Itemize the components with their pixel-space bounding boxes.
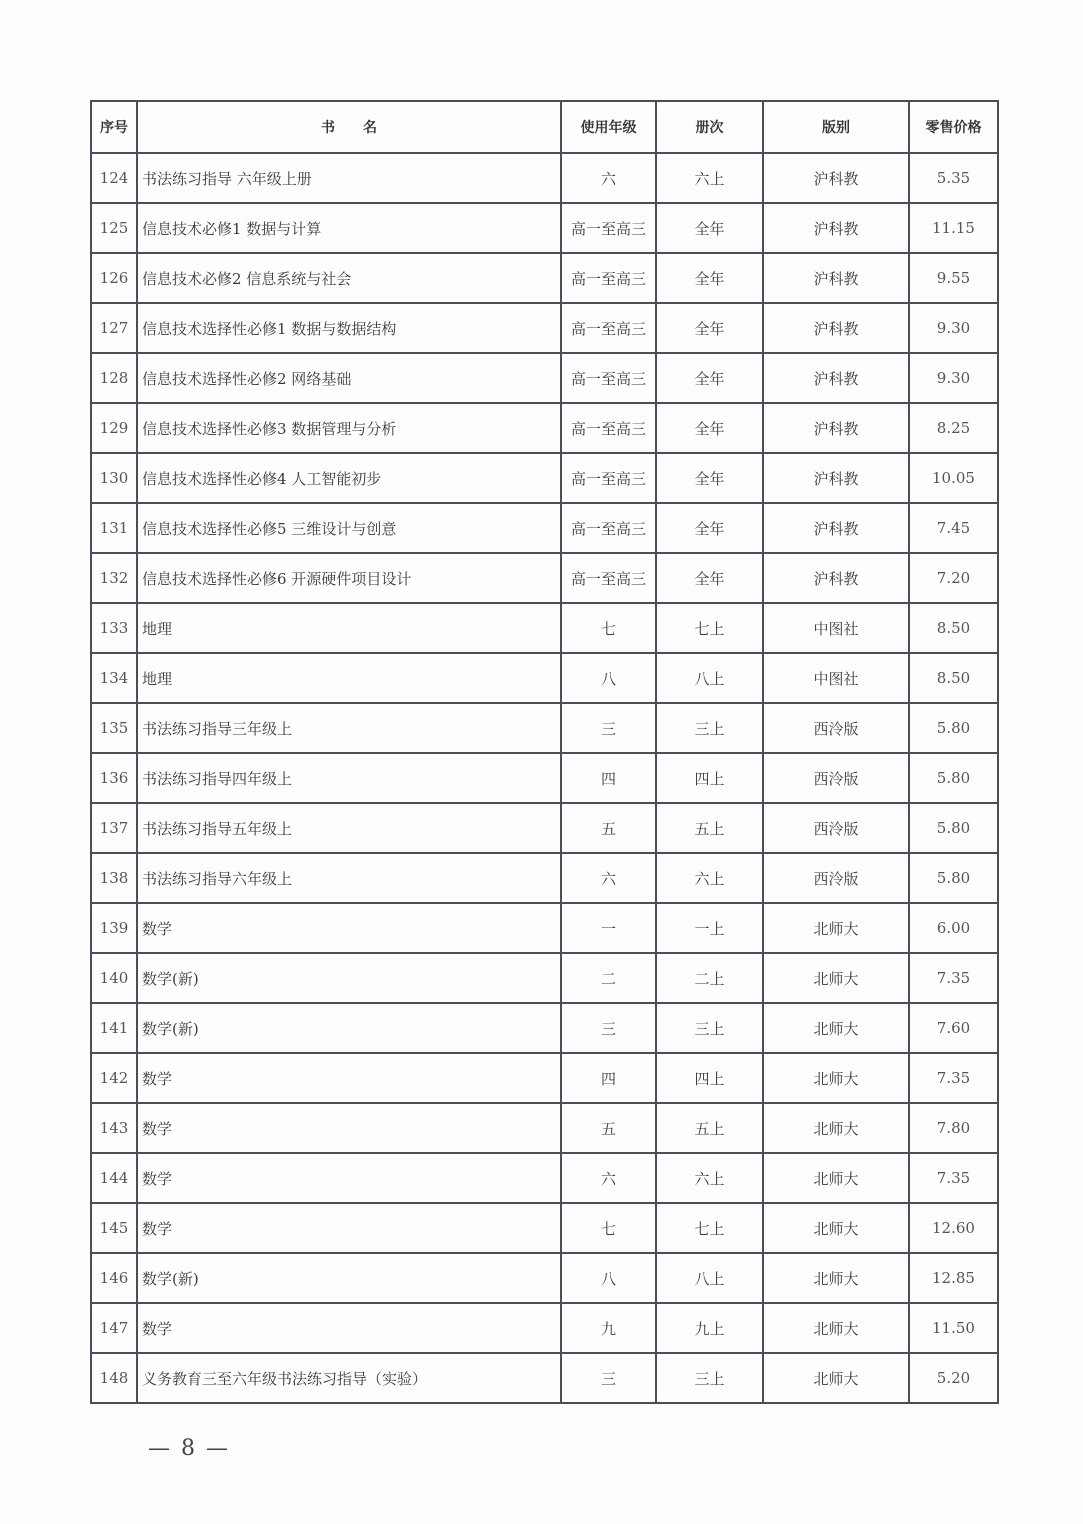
cell-name: 数学 — [137, 1103, 561, 1153]
cell-name: 信息技术选择性必修3 数据管理与分析 — [137, 403, 561, 453]
cell-price: 5.80 — [909, 853, 998, 903]
cell-price: 12.85 — [909, 1253, 998, 1303]
cell-volume: 六上 — [656, 853, 763, 903]
header-name: 书 名 — [137, 101, 561, 153]
textbook-price-table — [90, 100, 999, 1404]
cell-edition: 北师大 — [763, 953, 909, 1003]
cell-no: 143 — [91, 1103, 137, 1153]
cell-grade: 四 — [561, 753, 656, 803]
cell-volume: 全年 — [656, 503, 763, 553]
cell-edition: 北师大 — [763, 1203, 909, 1253]
cell-no: 145 — [91, 1203, 137, 1253]
cell-grade: 六 — [561, 1153, 656, 1203]
cell-volume: 全年 — [656, 453, 763, 503]
cell-no: 135 — [91, 703, 137, 753]
cell-no: 136 — [91, 753, 137, 803]
cell-price: 8.50 — [909, 603, 998, 653]
cell-grade: 高一至高三 — [561, 353, 656, 403]
cell-name: 数学 — [137, 1053, 561, 1103]
table-row — [91, 503, 998, 553]
cell-grade: 高一至高三 — [561, 553, 656, 603]
cell-volume: 二上 — [656, 953, 763, 1003]
cell-grade: 一 — [561, 903, 656, 953]
cell-no: 139 — [91, 903, 137, 953]
cell-grade: 三 — [561, 1353, 656, 1403]
cell-grade: 高一至高三 — [561, 503, 656, 553]
cell-grade: 七 — [561, 1203, 656, 1253]
table-row — [91, 903, 998, 953]
cell-edition: 北师大 — [763, 1053, 909, 1103]
cell-volume: 八上 — [656, 653, 763, 703]
page-number: — 8 — — [148, 1436, 230, 1461]
cell-name: 信息技术必修2 信息系统与社会 — [137, 253, 561, 303]
cell-name: 信息技术选择性必修1 数据与数据结构 — [137, 303, 561, 353]
cell-grade: 三 — [561, 703, 656, 753]
cell-edition: 沪科教 — [763, 553, 909, 603]
cell-grade: 六 — [561, 153, 656, 203]
cell-grade: 高一至高三 — [561, 253, 656, 303]
table-row — [91, 953, 998, 1003]
cell-price: 7.35 — [909, 953, 998, 1003]
table-row — [91, 453, 998, 503]
cell-name: 书法练习指导三年级上 — [137, 703, 561, 753]
cell-no: 138 — [91, 853, 137, 903]
cell-name: 地理 — [137, 603, 561, 653]
table-row — [91, 553, 998, 603]
cell-edition: 北师大 — [763, 1103, 909, 1153]
cell-price: 5.80 — [909, 753, 998, 803]
cell-volume: 全年 — [656, 203, 763, 253]
cell-name: 书法练习指导 六年级上册 — [137, 153, 561, 203]
cell-grade: 二 — [561, 953, 656, 1003]
cell-no: 133 — [91, 603, 137, 653]
cell-no: 127 — [91, 303, 137, 353]
cell-no: 128 — [91, 353, 137, 403]
cell-volume: 四上 — [656, 753, 763, 803]
cell-price: 10.05 — [909, 453, 998, 503]
cell-volume: 九上 — [656, 1303, 763, 1353]
cell-price: 11.50 — [909, 1303, 998, 1353]
cell-edition: 沪科教 — [763, 203, 909, 253]
cell-no: 148 — [91, 1353, 137, 1403]
cell-no: 146 — [91, 1253, 137, 1303]
cell-no: 126 — [91, 253, 137, 303]
cell-volume: 全年 — [656, 553, 763, 603]
cell-volume: 三上 — [656, 703, 763, 753]
cell-price: 6.00 — [909, 903, 998, 953]
cell-edition: 北师大 — [763, 1253, 909, 1303]
cell-grade: 六 — [561, 853, 656, 903]
cell-edition: 西泠版 — [763, 803, 909, 853]
cell-volume: 全年 — [656, 253, 763, 303]
cell-price: 5.20 — [909, 1353, 998, 1403]
cell-name: 数学 — [137, 1303, 561, 1353]
cell-no: 142 — [91, 1053, 137, 1103]
table-row — [91, 703, 998, 753]
cell-grade: 五 — [561, 1103, 656, 1153]
cell-edition: 北师大 — [763, 903, 909, 953]
cell-name: 信息技术选择性必修4 人工智能初步 — [137, 453, 561, 503]
cell-no: 134 — [91, 653, 137, 703]
cell-no: 140 — [91, 953, 137, 1003]
cell-volume: 六上 — [656, 1153, 763, 1203]
table-row — [91, 403, 998, 453]
header-no: 序号 — [91, 101, 137, 153]
cell-volume: 八上 — [656, 1253, 763, 1303]
cell-edition: 沪科教 — [763, 353, 909, 403]
cell-name: 数学(新) — [137, 1003, 561, 1053]
table-row — [91, 203, 998, 253]
cell-price: 7.35 — [909, 1053, 998, 1103]
cell-grade: 高一至高三 — [561, 403, 656, 453]
cell-edition: 沪科教 — [763, 303, 909, 353]
table-row — [91, 1003, 998, 1053]
cell-name: 信息技术选择性必修2 网络基础 — [137, 353, 561, 403]
cell-name: 数学(新) — [137, 953, 561, 1003]
cell-name: 数学 — [137, 1153, 561, 1203]
table-row — [91, 153, 998, 203]
cell-edition: 沪科教 — [763, 453, 909, 503]
table-row — [91, 1203, 998, 1253]
cell-no: 124 — [91, 153, 137, 203]
cell-volume: 七上 — [656, 1203, 763, 1253]
table-header-row — [91, 101, 998, 153]
cell-name: 数学(新) — [137, 1253, 561, 1303]
cell-volume: 五上 — [656, 803, 763, 853]
cell-volume: 一上 — [656, 903, 763, 953]
header-grade: 使用年级 — [561, 101, 656, 153]
cell-name: 数学 — [137, 903, 561, 953]
cell-volume: 三上 — [656, 1003, 763, 1053]
cell-no: 137 — [91, 803, 137, 853]
table-row — [91, 1153, 998, 1203]
cell-grade: 高一至高三 — [561, 453, 656, 503]
cell-no: 131 — [91, 503, 137, 553]
cell-no: 129 — [91, 403, 137, 453]
cell-price: 8.50 — [909, 653, 998, 703]
cell-price: 7.35 — [909, 1153, 998, 1203]
cell-price: 7.20 — [909, 553, 998, 603]
cell-price: 11.15 — [909, 203, 998, 253]
table-row — [91, 603, 998, 653]
cell-edition: 西泠版 — [763, 853, 909, 903]
cell-volume: 全年 — [656, 303, 763, 353]
cell-name: 书法练习指导四年级上 — [137, 753, 561, 803]
cell-price: 5.80 — [909, 703, 998, 753]
cell-edition: 西泠版 — [763, 753, 909, 803]
cell-no: 144 — [91, 1153, 137, 1203]
cell-name: 书法练习指导五年级上 — [137, 803, 561, 853]
cell-grade: 八 — [561, 1253, 656, 1303]
cell-name: 书法练习指导六年级上 — [137, 853, 561, 903]
table-row — [91, 303, 998, 353]
cell-no: 130 — [91, 453, 137, 503]
cell-grade: 高一至高三 — [561, 203, 656, 253]
cell-no: 141 — [91, 1003, 137, 1053]
table-row — [91, 803, 998, 853]
cell-price: 9.55 — [909, 253, 998, 303]
cell-edition: 中图社 — [763, 603, 909, 653]
cell-edition: 北师大 — [763, 1353, 909, 1403]
header-edition: 版别 — [763, 101, 909, 153]
cell-grade: 八 — [561, 653, 656, 703]
cell-no: 125 — [91, 203, 137, 253]
cell-name: 地理 — [137, 653, 561, 703]
cell-no: 147 — [91, 1303, 137, 1353]
cell-name: 信息技术必修1 数据与计算 — [137, 203, 561, 253]
cell-grade: 九 — [561, 1303, 656, 1353]
cell-price: 5.80 — [909, 803, 998, 853]
cell-volume: 全年 — [656, 403, 763, 453]
cell-grade: 高一至高三 — [561, 303, 656, 353]
cell-edition: 北师大 — [763, 1003, 909, 1053]
table-row — [91, 1303, 998, 1353]
cell-name: 信息技术选择性必修5 三维设计与创意 — [137, 503, 561, 553]
header-volume: 册次 — [656, 101, 763, 153]
table-row — [91, 1053, 998, 1103]
cell-price: 9.30 — [909, 353, 998, 403]
cell-edition: 沪科教 — [763, 153, 909, 203]
cell-volume: 全年 — [656, 353, 763, 403]
table-row — [91, 853, 998, 903]
cell-price: 9.30 — [909, 303, 998, 353]
table-row — [91, 753, 998, 803]
cell-price: 12.60 — [909, 1203, 998, 1253]
cell-volume: 三上 — [656, 1353, 763, 1403]
cell-no: 132 — [91, 553, 137, 603]
cell-price: 7.80 — [909, 1103, 998, 1153]
cell-name: 信息技术选择性必修6 开源硬件项目设计 — [137, 553, 561, 603]
cell-edition: 沪科教 — [763, 403, 909, 453]
cell-price: 5.35 — [909, 153, 998, 203]
cell-edition: 北师大 — [763, 1153, 909, 1203]
cell-grade: 三 — [561, 1003, 656, 1053]
cell-price: 7.60 — [909, 1003, 998, 1053]
cell-edition: 沪科教 — [763, 253, 909, 303]
cell-edition: 西泠版 — [763, 703, 909, 753]
cell-volume: 六上 — [656, 153, 763, 203]
cell-volume: 四上 — [656, 1053, 763, 1103]
table-row — [91, 653, 998, 703]
cell-price: 8.25 — [909, 403, 998, 453]
table-row — [91, 1103, 998, 1153]
cell-edition: 沪科教 — [763, 503, 909, 553]
cell-grade: 七 — [561, 603, 656, 653]
table-row — [91, 1253, 998, 1303]
cell-volume: 五上 — [656, 1103, 763, 1153]
header-price: 零售价格 — [909, 101, 998, 153]
table-row — [91, 253, 998, 303]
cell-grade: 四 — [561, 1053, 656, 1103]
cell-grade: 五 — [561, 803, 656, 853]
cell-edition: 中图社 — [763, 653, 909, 703]
cell-name: 数学 — [137, 1203, 561, 1253]
cell-price: 7.45 — [909, 503, 998, 553]
table-row — [91, 1353, 998, 1403]
table-row — [91, 353, 998, 403]
cell-volume: 七上 — [656, 603, 763, 653]
cell-edition: 北师大 — [763, 1303, 909, 1353]
cell-name: 义务教育三至六年级书法练习指导（实验） — [137, 1353, 561, 1403]
